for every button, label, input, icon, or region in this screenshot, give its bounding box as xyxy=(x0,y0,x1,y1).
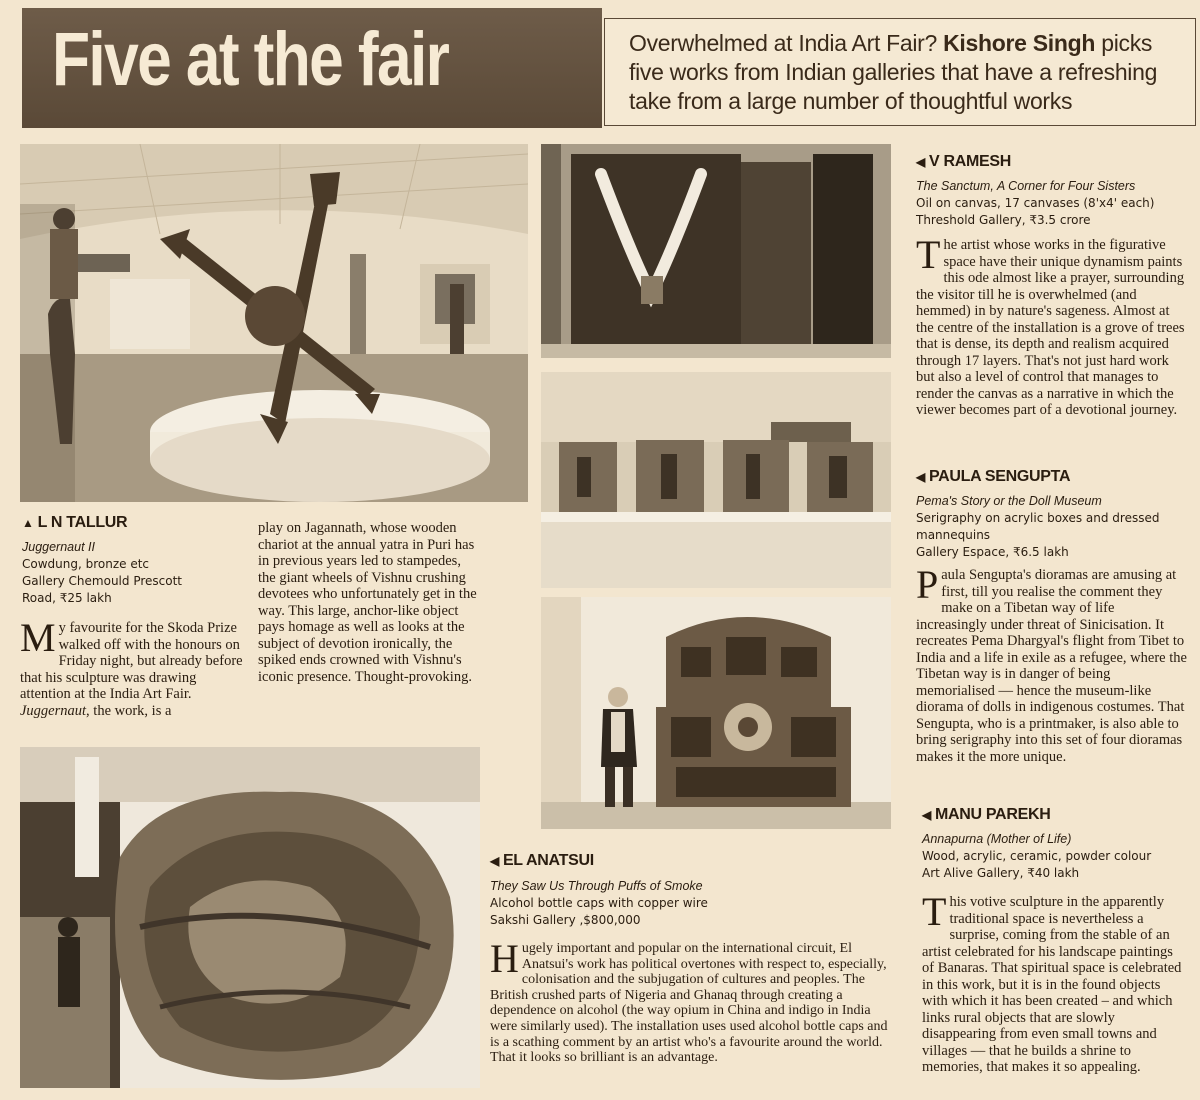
body-text: aula Sengupta's dioramas are amusing at first, till you realise the comment they make on a Tibetan way of life increasingly under threat of Sinicisation. It recreates Pema Dhargyal's flight from Tibet to India and a life in exile as a refugee, where the Tibetan way is in danger of being memorialised — hence the museum-like diorama of dolls in indigenous costumes. That Sengupta, who is a printmaker, is also able to bring serigraphy into this set of four dioramas makes it the more unique. xyxy=(916,567,1187,765)
article-parekh xyxy=(922,806,1188,1076)
artist-name-text: EL ANATSUI xyxy=(502,852,594,869)
drop-cap: T xyxy=(922,889,947,934)
article-body xyxy=(922,889,1188,1076)
work-gallery-price: Threshold Gallery, ₹3.5 crore xyxy=(916,213,1091,227)
work-gallery-price: Gallery Chemould Prescott Road, ₹25 lakh xyxy=(22,574,183,605)
work-title: The Sanctum, A Corner for Four Sisters xyxy=(916,179,1136,193)
drop-cap: P xyxy=(916,562,939,607)
article-tallur-body-col1 xyxy=(20,615,246,719)
artist-name-text: V RAMESH xyxy=(928,153,1011,170)
triangle-left-icon: ◀ xyxy=(922,808,931,822)
artist-name-ramesh xyxy=(916,153,1188,171)
article-ramesh xyxy=(916,153,1188,419)
triangle-left-icon: ◀ xyxy=(490,854,499,868)
article-tallur-body-col2 xyxy=(258,520,478,685)
photo-juggernaut xyxy=(20,144,528,502)
work-gallery-price: Sakshi Gallery ,$800,000 xyxy=(490,913,641,927)
work-medium: Oil on canvas, 17 canvases (8'x4' each) xyxy=(916,196,1155,210)
headline-banner xyxy=(22,8,602,128)
artist-name-tallur xyxy=(22,514,242,532)
body-text-end: , the work, is a xyxy=(86,702,172,719)
work-title: Annapurna (Mother of Life) xyxy=(922,832,1072,846)
work-gallery-price: Art Alive Gallery, ₹40 lakh xyxy=(922,866,1080,880)
standfirst-box xyxy=(604,18,1196,126)
work-title: Pema's Story or the Doll Museum xyxy=(916,494,1102,508)
photo-sanctum xyxy=(541,144,891,358)
photo-annapurna xyxy=(541,597,891,829)
triangle-left-icon: ◀ xyxy=(916,155,925,169)
work-title-inline: Juggernaut xyxy=(20,702,87,719)
work-medium: Serigraphy on acrylic boxes and dressed mannequins xyxy=(916,511,1160,542)
photo-doll-museum xyxy=(541,372,891,588)
work-medium: Alcohol bottle caps with copper wire xyxy=(490,896,708,910)
standfirst-intro: Overwhelmed at India Art Fair? xyxy=(629,30,944,56)
work-medium: Cowdung, bronze etc xyxy=(22,557,150,571)
body-text: his votive sculpture in the apparently traditional space is nevertheless a surprise, coming from the stable of an artist celebrated for his landscape paintings of Banaras. That spiritual space is celebrated in this work, but it is in the found objects with which it has been created – and which links rural objects that are slowly disappearing from even small towns and villages — that he builds a shrine to memories, that makes it so appealing. xyxy=(922,894,1182,1075)
photo-puffs-of-smoke xyxy=(20,747,480,1088)
body-text: ugely important and popular on the international circuit, El Anatsui's work has political overtones with respect to, especially, colonisation and the subjugation of cultures and peoples. The British crushed parts of Nigeria and Ghanaq through creating a dependence on alcohol (the way opium in China and indigo in India were similarly used). The installation uses used alcohol bottle caps and is a scathing comment by an artist who's a favourite around the world. That it looks so brilliant is an advantage. xyxy=(490,941,888,1066)
article-sengupta xyxy=(916,468,1188,765)
drop-cap: M xyxy=(20,615,56,660)
article-body xyxy=(916,232,1188,419)
artist-name-text: PAULA SENGUPTA xyxy=(928,468,1071,485)
work-title: Juggernaut II xyxy=(22,540,95,554)
article-tallur-info xyxy=(22,514,242,607)
body-text: y favourite for the Skoda Prize walked off with the honours on Friday night, but already before that his sculpture was drawing attention at the India Art Fair. xyxy=(20,620,243,702)
artist-name-text: MANU PAREKH xyxy=(934,806,1051,823)
article-body xyxy=(20,615,246,719)
drop-cap: H xyxy=(490,936,519,981)
standfirst-rest: picks five works from Indian galleries that have a refreshing take from a large number of thoughtful works xyxy=(629,30,1158,114)
article-body xyxy=(916,562,1188,765)
standfirst xyxy=(629,29,1179,116)
body-text: he artist whose works in the figurative space have their unique dynamism paints this ode almost like a prayer, surrounding the visitor till he is overwhelmed (and hemmed) in by nature's sageness. Almost at the centre of the installation is a grove of trees that is dense, its depth and realism acquired through 17 layers. That's not just hard work but also a level of control that manages to render the canvas as a narrative in which the viewer becomes part of a devotional journey. xyxy=(916,237,1185,418)
article-anatsui xyxy=(490,852,890,1066)
artist-name-anatsui xyxy=(490,852,890,870)
drop-cap: T xyxy=(916,232,941,277)
work-medium: Wood, acrylic, ceramic, powder colour xyxy=(922,849,1152,863)
work-title: They Saw Us Through Puffs of Smoke xyxy=(490,879,703,893)
work-gallery-price: Gallery Espace, ₹6.5 lakh xyxy=(916,545,1069,559)
article-body-continued: play on Jagannath, whose wooden chariot at the annual yatra in Puri has in previous years led to stampedes, the giant wheels of Vishnu crushing devotees who unfortunately get in the way. This large, anchor-like object pays homage as well as looks at the subject of devotion ironically, the spiked ends crowned with Vishnu's iconic presence. Thought-provoking. xyxy=(258,520,477,685)
article-body xyxy=(490,936,890,1066)
triangle-left-icon: ◀ xyxy=(916,470,925,484)
artist-name-sengupta xyxy=(916,468,1188,486)
artist-name-parekh xyxy=(922,806,1188,824)
triangle-up-icon: ▲ xyxy=(22,516,34,530)
headline: Five at the fair xyxy=(52,17,449,102)
artist-name-text: L N TALLUR xyxy=(37,514,128,531)
author-name: Kishore Singh xyxy=(943,30,1096,56)
